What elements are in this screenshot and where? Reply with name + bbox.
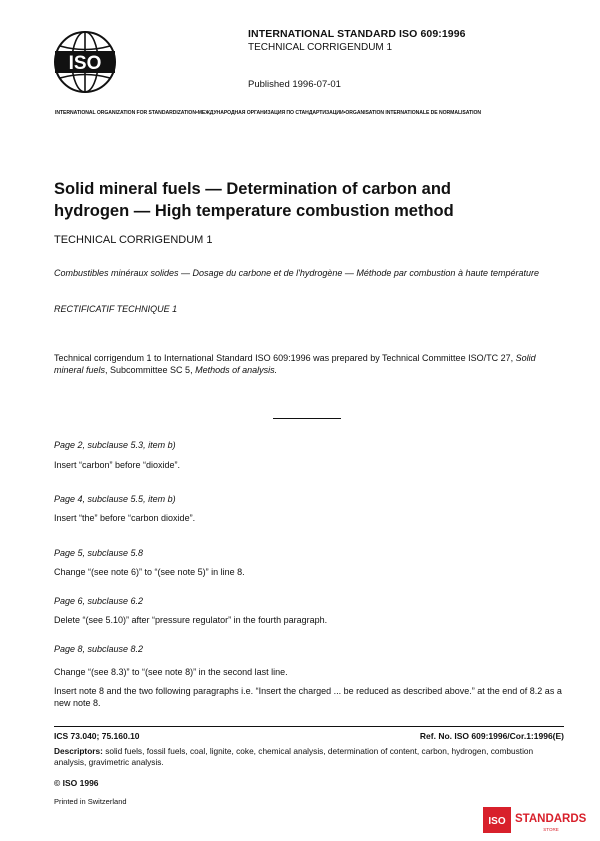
standard-title: INTERNATIONAL STANDARD ISO 609:1996 — [248, 28, 466, 40]
iso-logo — [52, 22, 118, 102]
title-line-1: Solid mineral fuels — Determination of carbon and — [54, 180, 451, 198]
intro-committee: Solid mineral fuels — [54, 353, 536, 375]
badge-iso-text: ISO — [488, 816, 506, 827]
organisation-line: INTERNATIONAL ORGANIZATION FOR STANDARDIZATION•МЕЖДУНАРОДНАЯ ОРГАНИЗАЦИЯ ПО СТАНДАРТИЗАЦИИ•ORGANISATION INTERNATIONALE DE NORMALISATION — [55, 110, 481, 116]
item-heading: Page 5, subclause 5.8 — [54, 548, 144, 558]
item-body: Insert “the” before “carbon dioxide”. — [54, 513, 196, 523]
item-heading: Page 2, subclause 5.3, item b) — [54, 440, 176, 450]
intro-subcommittee: Methods of analysis. — [195, 365, 278, 375]
item-body-continued: Insert note 8 and the two following paragraphs i.e. “Insert the charged ... be reduced as described above.” at the end of 8.2 as a new note 8. — [54, 686, 562, 708]
title-line-2: hydrogen — High temperature combustion method — [54, 202, 454, 220]
printed-in: Printed in Switzerland — [54, 797, 127, 806]
copyright: © ISO 1996 — [54, 778, 99, 788]
item-body: Change “(see 8.3)” to “(see note 8)” in the second last line. — [54, 667, 288, 677]
descriptors-text: solid fuels, fossil fuels, coal, lignite, coke, chemical analysis, determination of content, carbon, hydrogen, combustion analysis, gravimetric analysis. — [54, 746, 534, 767]
svg-text:ISO: ISO — [68, 53, 102, 74]
badge-sub: STORE — [543, 827, 559, 832]
ics-code: ICS 73.040; 75.160.10 — [54, 731, 140, 741]
item-heading: Page 4, subclause 5.5, item b) — [54, 494, 176, 504]
published-date: Published 1996-07-01 — [248, 79, 341, 90]
item-body: Insert “carbon” before “dioxide”. — [54, 460, 181, 470]
intro-text-1: Technical corrigendum 1 to International Standard ISO 609:1996 was prepared by Technical Committee ISO/TC 27, — [54, 353, 514, 363]
corrigendum-label: TECHNICAL CORRIGENDUM 1 — [248, 42, 393, 53]
item-body: Delete “(see 5.10)” after “pressure regulator” in the fourth paragraph. — [54, 615, 328, 625]
separator-rule — [273, 418, 341, 419]
iso-standards-store-badge — [483, 807, 593, 833]
intro-text-2: , Subcommittee SC 5, — [105, 365, 193, 375]
item-body: Change “(see note 6)” to “(see note 5)” in line 8. — [54, 567, 245, 577]
footer-rule — [54, 726, 564, 727]
document-title — [54, 178, 534, 222]
badge-label: STANDARDS — [515, 813, 587, 825]
descriptors — [54, 746, 564, 768]
reference-number: Ref. No. ISO 609:1996/Cor.1:1996(E) — [419, 731, 564, 741]
descriptors-label: Descriptors: — [54, 746, 103, 756]
item-heading: Page 8, subclause 8.2 — [54, 644, 144, 654]
french-tc-label: RECTIFICATIF TECHNIQUE 1 — [54, 304, 178, 314]
french-title: Combustibles minéraux solides — Dosage du carbone et de l'hydrogène — Méthode par combustion à haute température — [54, 268, 539, 278]
intro-paragraph — [54, 352, 564, 376]
tc-label: TECHNICAL CORRIGENDUM 1 — [54, 234, 213, 246]
item-heading: Page 6, subclause 6.2 — [54, 596, 144, 606]
